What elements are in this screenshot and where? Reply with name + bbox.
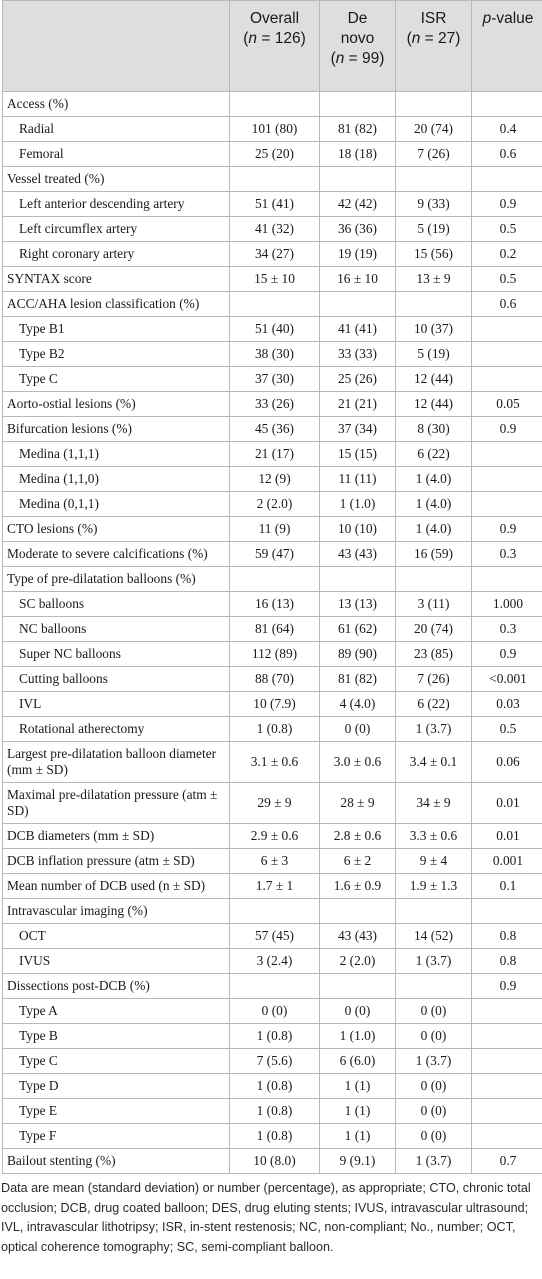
row-label: Bifurcation lesions (%) (3, 417, 230, 442)
table-row (3, 267, 542, 292)
row-label: OCT (3, 924, 230, 949)
table-row (3, 467, 542, 492)
isr-value: 23 (85) (396, 642, 472, 667)
table-row (3, 1049, 542, 1074)
row-label: Type F (3, 1124, 230, 1149)
de-novo-value: 61 (62) (320, 617, 396, 642)
row-label: Largest pre-dilatation balloon diameter (mm ± SD) (3, 742, 230, 783)
isr-value: 1.9 ± 1.3 (396, 874, 472, 899)
row-label: Aorto-ostial lesions (%) (3, 392, 230, 417)
isr-value: 1 (4.0) (396, 467, 472, 492)
de-novo-value: 19 (19) (320, 242, 396, 267)
row-label: SC balloons (3, 592, 230, 617)
p-value (472, 467, 542, 492)
p-value (472, 442, 542, 467)
overall-value: 81 (64) (230, 617, 320, 642)
row-label: Medina (0,1,1) (3, 492, 230, 517)
table-footnote: Data are mean (standard deviation) or number (percentage), as appropriate; CTO, chronic total occlusion; DCB, drug coated balloon; DES, drug eluting stents; IVUS, intravascular ultrasound; IVL, intravascular lithotripsy; ISR, in-stent restenosis; NC, non-compliant; No., number; OCT, optical coherence tomography; SC, semi-compliant balloon. (1, 1181, 531, 1254)
table-row (3, 717, 542, 742)
p-value: 0.5 (472, 217, 542, 242)
isr-value: 1 (4.0) (396, 492, 472, 517)
de-novo-value: 4 (4.0) (320, 692, 396, 717)
table-row (3, 1149, 542, 1174)
de-novo-value: 3.0 ± 0.6 (320, 742, 396, 783)
row-label: Mean number of DCB used (n ± SD) (3, 874, 230, 899)
p-value (472, 492, 542, 517)
header-blank (3, 1, 230, 92)
table-row (3, 442, 542, 467)
row-label: Maximal pre-dilatation pressure (atm ± SD) (3, 783, 230, 824)
de-novo-value (320, 899, 396, 924)
header-isr: ISR (n = 27) (396, 1, 472, 92)
de-novo-value: 42 (42) (320, 192, 396, 217)
row-label: Type C (3, 367, 230, 392)
row-label: Vessel treated (%) (3, 167, 230, 192)
isr-value: 1 (4.0) (396, 517, 472, 542)
de-novo-value: 18 (18) (320, 142, 396, 167)
isr-value: 20 (74) (396, 117, 472, 142)
table-row (3, 924, 542, 949)
overall-value: 57 (45) (230, 924, 320, 949)
p-value (472, 1024, 542, 1049)
row-label: NC balloons (3, 617, 230, 642)
overall-value (230, 567, 320, 592)
p-value (472, 342, 542, 367)
overall-value: 16 (13) (230, 592, 320, 617)
table-row (3, 242, 542, 267)
row-label: ACC/AHA lesion classification (%) (3, 292, 230, 317)
de-novo-value: 43 (43) (320, 542, 396, 567)
de-novo-value: 0 (0) (320, 999, 396, 1024)
overall-value: 1 (0.8) (230, 1124, 320, 1149)
isr-value: 5 (19) (396, 217, 472, 242)
table-row (3, 1024, 542, 1049)
table-row (3, 1124, 542, 1149)
table-row (3, 1074, 542, 1099)
de-novo-value: 81 (82) (320, 117, 396, 142)
p-value: 0.8 (472, 949, 542, 974)
row-label: Rotational atherectomy (3, 717, 230, 742)
table-row (3, 667, 542, 692)
row-label: IVUS (3, 949, 230, 974)
table-row (3, 392, 542, 417)
overall-value: 112 (89) (230, 642, 320, 667)
overall-value: 21 (17) (230, 442, 320, 467)
de-novo-value: 1 (1) (320, 1074, 396, 1099)
isr-value: 14 (52) (396, 924, 472, 949)
de-novo-value: 21 (21) (320, 392, 396, 417)
isr-value (396, 167, 472, 192)
table-row (3, 417, 542, 442)
overall-value: 11 (9) (230, 517, 320, 542)
isr-value: 6 (22) (396, 442, 472, 467)
p-value: 0.4 (472, 117, 542, 142)
de-novo-value: 0 (0) (320, 717, 396, 742)
de-novo-value (320, 974, 396, 999)
table-row (3, 824, 542, 849)
row-label: Dissections post-DCB (%) (3, 974, 230, 999)
de-novo-value (320, 292, 396, 317)
de-novo-value: 15 (15) (320, 442, 396, 467)
p-value: 0.001 (472, 849, 542, 874)
overall-value: 12 (9) (230, 467, 320, 492)
overall-value (230, 974, 320, 999)
p-value: 0.5 (472, 267, 542, 292)
de-novo-value: 89 (90) (320, 642, 396, 667)
overall-value: 34 (27) (230, 242, 320, 267)
p-value: 0.3 (472, 542, 542, 567)
table-row (3, 692, 542, 717)
de-novo-value (320, 567, 396, 592)
isr-value (396, 974, 472, 999)
p-value: 0.6 (472, 292, 542, 317)
de-novo-value: 25 (26) (320, 367, 396, 392)
p-value: <0.001 (472, 667, 542, 692)
de-novo-value: 6 ± 2 (320, 849, 396, 874)
isr-value: 6 (22) (396, 692, 472, 717)
de-novo-value: 41 (41) (320, 317, 396, 342)
isr-value: 7 (26) (396, 667, 472, 692)
row-label: Intravascular imaging (%) (3, 899, 230, 924)
p-value: 0.9 (472, 642, 542, 667)
row-label: DCB diameters (mm ± SD) (3, 824, 230, 849)
overall-value: 6 ± 3 (230, 849, 320, 874)
row-label: Bailout stenting (%) (3, 1149, 230, 1174)
overall-value: 0 (0) (230, 999, 320, 1024)
p-value (472, 1099, 542, 1124)
isr-value: 1 (3.7) (396, 1049, 472, 1074)
p-value: 0.5 (472, 717, 542, 742)
de-novo-value: 2.8 ± 0.6 (320, 824, 396, 849)
overall-value: 59 (47) (230, 542, 320, 567)
isr-value: 0 (0) (396, 1074, 472, 1099)
p-value (472, 1049, 542, 1074)
p-value (472, 1124, 542, 1149)
table-row (3, 1099, 542, 1124)
p-value (472, 317, 542, 342)
isr-value (396, 292, 472, 317)
row-label: Moderate to severe calcifications (%) (3, 542, 230, 567)
table-row (3, 167, 542, 192)
overall-value: 51 (40) (230, 317, 320, 342)
p-value: 0.7 (472, 1149, 542, 1174)
p-value (472, 92, 542, 117)
p-value (472, 899, 542, 924)
overall-value: 2 (2.0) (230, 492, 320, 517)
row-label: Type C (3, 1049, 230, 1074)
row-label: Super NC balloons (3, 642, 230, 667)
de-novo-value: 11 (11) (320, 467, 396, 492)
isr-value: 16 (59) (396, 542, 472, 567)
de-novo-value: 2 (2.0) (320, 949, 396, 974)
p-value: 0.9 (472, 517, 542, 542)
isr-value: 34 ± 9 (396, 783, 472, 824)
overall-value: 1 (0.8) (230, 1099, 320, 1124)
table-row (3, 492, 542, 517)
p-value: 0.1 (472, 874, 542, 899)
overall-value: 29 ± 9 (230, 783, 320, 824)
results-table (2, 0, 542, 1174)
table-row (3, 92, 542, 117)
de-novo-value: 16 ± 10 (320, 267, 396, 292)
table-row (3, 217, 542, 242)
overall-value (230, 167, 320, 192)
row-label: CTO lesions (%) (3, 517, 230, 542)
overall-value: 101 (80) (230, 117, 320, 142)
de-novo-value (320, 167, 396, 192)
p-value: 0.9 (472, 417, 542, 442)
p-value: 0.05 (472, 392, 542, 417)
overall-value: 25 (20) (230, 142, 320, 167)
isr-value: 15 (56) (396, 242, 472, 267)
p-value: 0.9 (472, 974, 542, 999)
p-value: 0.01 (472, 824, 542, 849)
isr-value: 12 (44) (396, 367, 472, 392)
de-novo-value: 1 (1) (320, 1099, 396, 1124)
overall-value: 10 (7.9) (230, 692, 320, 717)
p-value (472, 167, 542, 192)
p-value: 0.9 (472, 192, 542, 217)
table-row (3, 642, 542, 667)
p-value: 0.03 (472, 692, 542, 717)
de-novo-value: 1 (1.0) (320, 492, 396, 517)
isr-value: 1 (3.7) (396, 949, 472, 974)
row-label: IVL (3, 692, 230, 717)
row-label: Left circumflex artery (3, 217, 230, 242)
table-row (3, 342, 542, 367)
isr-value: 0 (0) (396, 1024, 472, 1049)
row-label: Medina (1,1,0) (3, 467, 230, 492)
row-label: Femoral (3, 142, 230, 167)
isr-value: 3 (11) (396, 592, 472, 617)
row-label: Medina (1,1,1) (3, 442, 230, 467)
isr-value: 9 (33) (396, 192, 472, 217)
row-label: Type B (3, 1024, 230, 1049)
overall-value: 1 (0.8) (230, 1024, 320, 1049)
table-row (3, 949, 542, 974)
overall-value: 88 (70) (230, 667, 320, 692)
overall-value: 33 (26) (230, 392, 320, 417)
overall-value: 7 (5.6) (230, 1049, 320, 1074)
p-value: 0.01 (472, 783, 542, 824)
isr-value: 9 ± 4 (396, 849, 472, 874)
p-value (472, 367, 542, 392)
p-value: 0.3 (472, 617, 542, 642)
isr-value: 0 (0) (396, 1124, 472, 1149)
table-row (3, 874, 542, 899)
isr-value: 1 (3.7) (396, 1149, 472, 1174)
p-value: 1.000 (472, 592, 542, 617)
row-label: SYNTAX score (3, 267, 230, 292)
isr-value: 1 (3.7) (396, 717, 472, 742)
isr-value: 7 (26) (396, 142, 472, 167)
p-value (472, 1074, 542, 1099)
isr-value: 5 (19) (396, 342, 472, 367)
table-row (3, 999, 542, 1024)
header-p-value: p-value (472, 1, 542, 92)
isr-value: 13 ± 9 (396, 267, 472, 292)
table-row (3, 567, 542, 592)
p-value: 0.8 (472, 924, 542, 949)
p-value: 0.06 (472, 742, 542, 783)
overall-value: 15 ± 10 (230, 267, 320, 292)
table-row (3, 783, 542, 824)
header-overall: Overall (n = 126) (230, 1, 320, 92)
overall-value: 45 (36) (230, 417, 320, 442)
de-novo-value: 1 (1) (320, 1124, 396, 1149)
row-label: Type E (3, 1099, 230, 1124)
de-novo-value: 36 (36) (320, 217, 396, 242)
table-row (3, 974, 542, 999)
table-row (3, 192, 542, 217)
p-value (472, 999, 542, 1024)
row-label: Left anterior descending artery (3, 192, 230, 217)
overall-value: 10 (8.0) (230, 1149, 320, 1174)
de-novo-value: 43 (43) (320, 924, 396, 949)
table-row (3, 517, 542, 542)
table-row (3, 542, 542, 567)
row-label: Radial (3, 117, 230, 142)
row-label: Type D (3, 1074, 230, 1099)
row-label: Cutting balloons (3, 667, 230, 692)
isr-value: 3.4 ± 0.1 (396, 742, 472, 783)
table-row (3, 899, 542, 924)
de-novo-value: 1.6 ± 0.9 (320, 874, 396, 899)
isr-value: 0 (0) (396, 999, 472, 1024)
table-row (3, 849, 542, 874)
overall-value: 41 (32) (230, 217, 320, 242)
p-value: 0.6 (472, 142, 542, 167)
isr-value (396, 92, 472, 117)
row-label: Type A (3, 999, 230, 1024)
overall-value: 1 (0.8) (230, 717, 320, 742)
overall-value: 1.7 ± 1 (230, 874, 320, 899)
isr-value (396, 567, 472, 592)
table-row (3, 367, 542, 392)
overall-value: 3 (2.4) (230, 949, 320, 974)
de-novo-value: 33 (33) (320, 342, 396, 367)
table-row (3, 117, 542, 142)
de-novo-value: 1 (1.0) (320, 1024, 396, 1049)
table-header-row (3, 1, 542, 92)
de-novo-value: 81 (82) (320, 667, 396, 692)
overall-value (230, 92, 320, 117)
p-value: 0.2 (472, 242, 542, 267)
p-value (472, 567, 542, 592)
table-body (3, 92, 542, 1174)
overall-value (230, 292, 320, 317)
de-novo-value (320, 92, 396, 117)
de-novo-value: 37 (34) (320, 417, 396, 442)
isr-value (396, 899, 472, 924)
row-label: DCB inflation pressure (atm ± SD) (3, 849, 230, 874)
row-label: Access (%) (3, 92, 230, 117)
isr-value: 8 (30) (396, 417, 472, 442)
overall-value: 51 (41) (230, 192, 320, 217)
table-row (3, 592, 542, 617)
table-row (3, 292, 542, 317)
row-label: Type B1 (3, 317, 230, 342)
isr-value: 3.3 ± 0.6 (396, 824, 472, 849)
overall-value: 2.9 ± 0.6 (230, 824, 320, 849)
overall-value: 3.1 ± 0.6 (230, 742, 320, 783)
de-novo-value: 9 (9.1) (320, 1149, 396, 1174)
overall-value: 37 (30) (230, 367, 320, 392)
overall-value: 1 (0.8) (230, 1074, 320, 1099)
row-label: Type of pre-dilatation balloons (%) (3, 567, 230, 592)
de-novo-value: 13 (13) (320, 592, 396, 617)
isr-value: 0 (0) (396, 1099, 472, 1124)
row-label: Right coronary artery (3, 242, 230, 267)
overall-value: 38 (30) (230, 342, 320, 367)
table-row (3, 142, 542, 167)
table-row (3, 617, 542, 642)
isr-value: 20 (74) (396, 617, 472, 642)
isr-value: 12 (44) (396, 392, 472, 417)
de-novo-value: 10 (10) (320, 517, 396, 542)
table-row (3, 317, 542, 342)
table-row (3, 742, 542, 783)
isr-value: 10 (37) (396, 317, 472, 342)
de-novo-value: 6 (6.0) (320, 1049, 396, 1074)
header-de-novo: De novo (n = 99) (320, 1, 396, 92)
de-novo-value: 28 ± 9 (320, 783, 396, 824)
row-label: Type B2 (3, 342, 230, 367)
overall-value (230, 899, 320, 924)
